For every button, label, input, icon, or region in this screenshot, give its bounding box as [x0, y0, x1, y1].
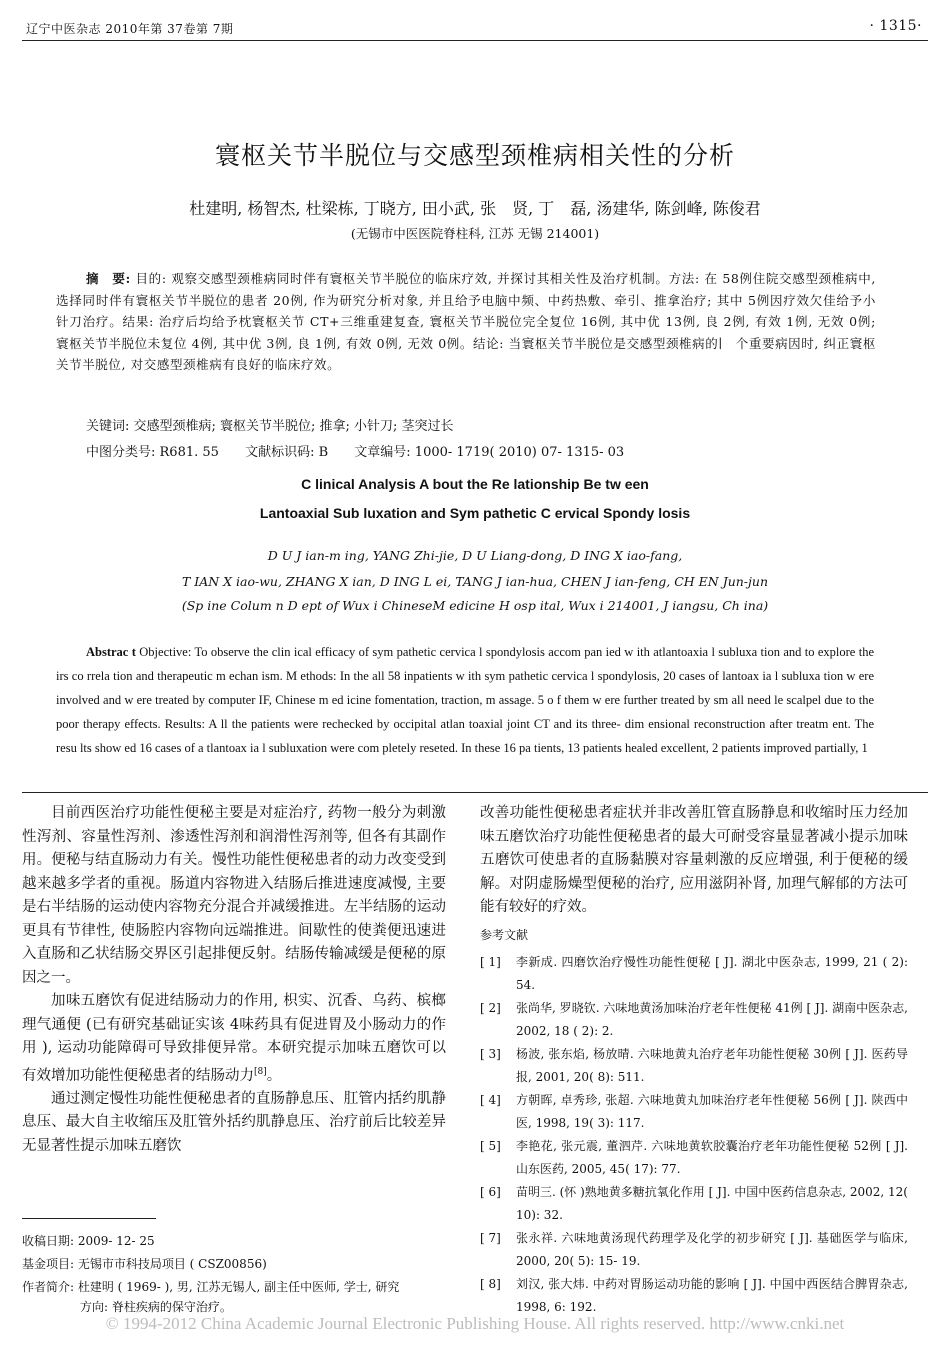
reference-item — [480, 1227, 908, 1273]
references-heading: 参考文献 — [480, 927, 529, 942]
body-paragraph: 目前西医治疗功能性便秘主要是对症治疗, 药物一般分为刺激性泻剂、容量性泻剂、渗透性泻剂和润滑性泻剂等, 但各有其副作用。便秘与结直肠动力有关。慢性功能性便秘患者的动力改变受到越来越多学者的重视。肠道内容物进入结肠后推进速度减慢, 主要是右半结肠的运动使内容物充分混合并减缓推进。左半结肠的运动更具有节律性, 使肠腔内容物向远端推进。间歇性的使粪便迅速进入直肠和乙状结肠交界区引起排便反射。结肠传输减缓是便秘的原因之一。 — [22, 805, 446, 986]
fund-note: 基金项目: 无锡市市科技局项目 ( CSZ00856) — [22, 1257, 267, 1271]
body-column-right — [480, 802, 908, 1319]
reference-item — [480, 951, 908, 997]
chinese-abstract — [56, 268, 876, 376]
body-paragraph: 改善功能性便秘患者症状并非改善肛管直肠静息和收缩时压力经加味五磨饮治疗功能性便秘患者的最大可耐受容量显著减小提示加味五磨饮可使患者的直肠黏膜对容量刺激的反应增强, 利于便秘的缓解。对阴虚肠燥型便秘的治疗, 应用滋阴补肾, 加理气解郁的方法可能有较好的疗效。 — [480, 805, 908, 915]
english-title-line: Lantoaxial Sub luxation and Sym pathetic C ervical Spondy losis — [259, 505, 691, 521]
english-abstract — [56, 640, 874, 760]
reference-text: 杨波, 张东焰, 杨放晴. 六味地黄丸治疗老年功能性便秘 30例 [ J]. 医药导报, 2001, 20( 8): 511. — [516, 1047, 908, 1084]
reference-item — [480, 1273, 908, 1319]
author-bio: 作者简介: 杜建明 ( 1969- ), 男, 江苏无锡人, 副主任中医师, 学士, 研究 — [22, 1280, 400, 1294]
body-text: 。 — [266, 1067, 282, 1084]
section-rule — [22, 792, 928, 793]
reference-text: 苗明三. (怀 )熟地黄多糖抗氧化作用 [ J]. 中国中医药信息杂志, 2002, 12( 10): 32. — [516, 1185, 908, 1222]
body-text: 加味五磨饮有促进结肠动力的作用, 枳实、沉香、乌药、槟榔理气通便 (已有研究基础证实该 4味药具有促进胃及小肠动力的作用 ), 运动功能障碍可导致排便异常。本研究提示加味五磨饮可以有效增加功能性便秘患者的结肠动力 — [22, 993, 446, 1084]
reference-text: 李新成. 四磨饮治疗慢性功能性便秘 [ J]. 湖北中医杂志, 1999, 21 ( 2): 54. — [516, 955, 908, 992]
english-authors: T IAN X iao-wu, ZHANG X ian, D ING L ei, TANG J ian-hua, CHEN J ian-feng, CH EN Jun-jun — [181, 574, 769, 589]
reference-number: [ 3] — [480, 1047, 501, 1061]
header-rule — [22, 40, 928, 41]
reference-item — [480, 1135, 908, 1181]
reference-text: 张永祥. 六味地黄汤现代药理学及化学的初步研究 [ J]. 基础医学与临床, 2000, 20( 5): 15- 19. — [516, 1231, 908, 1268]
english-affiliation: (Sp ine Colum n D ept of Wux i ChineseM edicine H osp ital, Wux i 214001, J iangsu, Ch ina) — [181, 598, 769, 613]
english-abstract-text: Objective: To observe the clin ical efficacy of sym pathetic cervica l spondylosis accom pan ied w ith atlantoaxia l subluxa tion and to explore the irs co rrela tion and therapeutic m echan ism. M ethods: In the all 58 inpatients w ith sym pathetic cervica l spondylosis, 20 cases of lantoax ia l subluxa tion w ere involved and w ere treated by computer IF, Chinese m ed icine fomentation, traction, m assage. 5 o f them w ere further treated by sm all need le scalpel due to the poor therapy effects. Results: A ll the patients were rechecked by occipital atlan toaxial joint CT and its three- dim ensional reconstruction after treatm ent. The resu lts show ed 16 cases of a tlantoax ia l subluxation were com pletely reseted. In these 16 pa tients, 13 patients healed excellent, 2 patients improved partially, 1 — [56, 645, 875, 755]
english-abstract-label: Abstrac t — [86, 645, 136, 659]
english-authors: D U J ian-m ing, YANG Zhi-jie, D U Liang-dong, D ING X iao-fang, — [267, 548, 683, 563]
citation-marker: [8] — [254, 1066, 267, 1077]
english-title-line: C linical Analysis A bout the Re lationship Be tw een — [301, 476, 649, 492]
reference-text: 刘汉, 张大炜. 中药对胃肠运动功能的影响 [ J]. 中国中西医结合脾胃杂志, 1998, 6: 192. — [516, 1277, 908, 1314]
reference-text: 张尚华, 罗晓钦. 六味地黄汤加味治疗老年性便秘 41例 [ J]. 湖南中医杂志, 2002, 18 ( 2): 2. — [516, 1001, 908, 1038]
document-code: 文献标识码: B — [245, 445, 329, 460]
reference-list — [480, 951, 908, 1319]
reference-number: [ 7] — [480, 1231, 501, 1245]
reference-number: [ 5] — [480, 1139, 501, 1153]
reference-item — [480, 1181, 908, 1227]
keywords: 关键词: 交感型颈椎病; 寰枢关节半脱位; 推拿; 小针刀; 茎突过长 — [86, 419, 454, 434]
running-header-journal: 辽宁中医杂志 2010年第 37卷第 7期 — [26, 22, 234, 36]
body-column-left — [22, 802, 446, 1158]
received-date: 收稿日期: 2009- 12- 25 — [22, 1234, 155, 1248]
paper-title: 寰枢关节半脱位与交感型颈椎病相关性的分析 — [214, 141, 735, 170]
reference-number: [ 6] — [480, 1185, 501, 1199]
abstract-label: 摘 要: — [86, 271, 131, 286]
english-title — [0, 470, 950, 528]
body-paragraph: 通过测定慢性功能性便秘患者的直肠静息压、肛管内括约肌静息压、最大自主收缩压及肛管外括约肌静息压、治疗前后比较差异无显著性提示加味五磨饮 — [22, 1090, 446, 1154]
clc-number: 中图分类号: R681. 55 — [86, 445, 219, 460]
reference-number: [ 2] — [480, 1001, 501, 1015]
footnote-rule — [22, 1218, 156, 1219]
author-bio-cont: 方向: 脊柱疾病的保守治疗。 — [80, 1300, 232, 1314]
classification-line — [86, 441, 646, 460]
reference-number: [ 1] — [480, 955, 501, 969]
abstract-text: 目的: 观察交感型颈椎病同时伴有寰枢关节半脱位的临床疗效, 并探讨其相关性及治疗机制。方法: 在 58例住院交感型颈椎病中, 选择同时伴有寰枢关节半脱位的患者 20例, 作为研究分析对象, 并且给予电脑中频、中药热敷、牵引、推拿治疗; 其中 5例因疗效欠佳给予小针刀治疗。结果: 治疗后均给予枕寰枢关节 CT+三维重建复查, 寰枢关节半脱位完全复位 16例, 其中优 13例, 良 2例, 有效 1例, 无效 0例; 寰枢关节半脱位未复位 4例, 其中优 3例, 良 1例, 有效 0例, 无效 0例。结论: 当寰枢关节半脱位是交感型颈椎病的∣ 个重要病因时, 纠正寰枢关节半脱位, 对交感型颈椎病有良好的临床疗效。 — [56, 271, 877, 372]
reference-number: [ 8] — [480, 1277, 501, 1291]
reference-item — [480, 997, 908, 1043]
affiliation: (无锡市中医医院脊柱科, 江苏 无锡 214001) — [350, 226, 600, 241]
page-number: · 1315· — [869, 18, 922, 34]
reference-item — [480, 1089, 908, 1135]
copyright-footer: © 1994-2012 China Academic Journal Electronic Publishing House. All rights reserved. http://www.cnki.net — [105, 1314, 845, 1333]
author-list: 杜建明, 杨智杰, 杜梁栋, 丁晓方, 田小武, 张 贤, 丁 磊, 汤建华, 陈剑峰, 陈俊君 — [189, 199, 761, 218]
reference-text: 方朝晖, 卓秀珍, 张超. 六味地黄丸加味治疗老年性便秘 56例 [ J]. 陕西中医, 1998, 19( 3): 117. — [516, 1093, 908, 1130]
reference-item — [480, 1043, 908, 1089]
article-number: 文章编号: 1000- 1719( 2010) 07- 1315- 03 — [354, 445, 625, 460]
body-paragraph — [22, 990, 446, 1088]
reference-number: [ 4] — [480, 1093, 501, 1107]
reference-text: 李艳花, 张元震, 董泗芹. 六味地黄软胶囊治疗老年功能性便秘 52例 [ J]. 山东医药, 2005, 45( 17): 77. — [516, 1139, 908, 1176]
